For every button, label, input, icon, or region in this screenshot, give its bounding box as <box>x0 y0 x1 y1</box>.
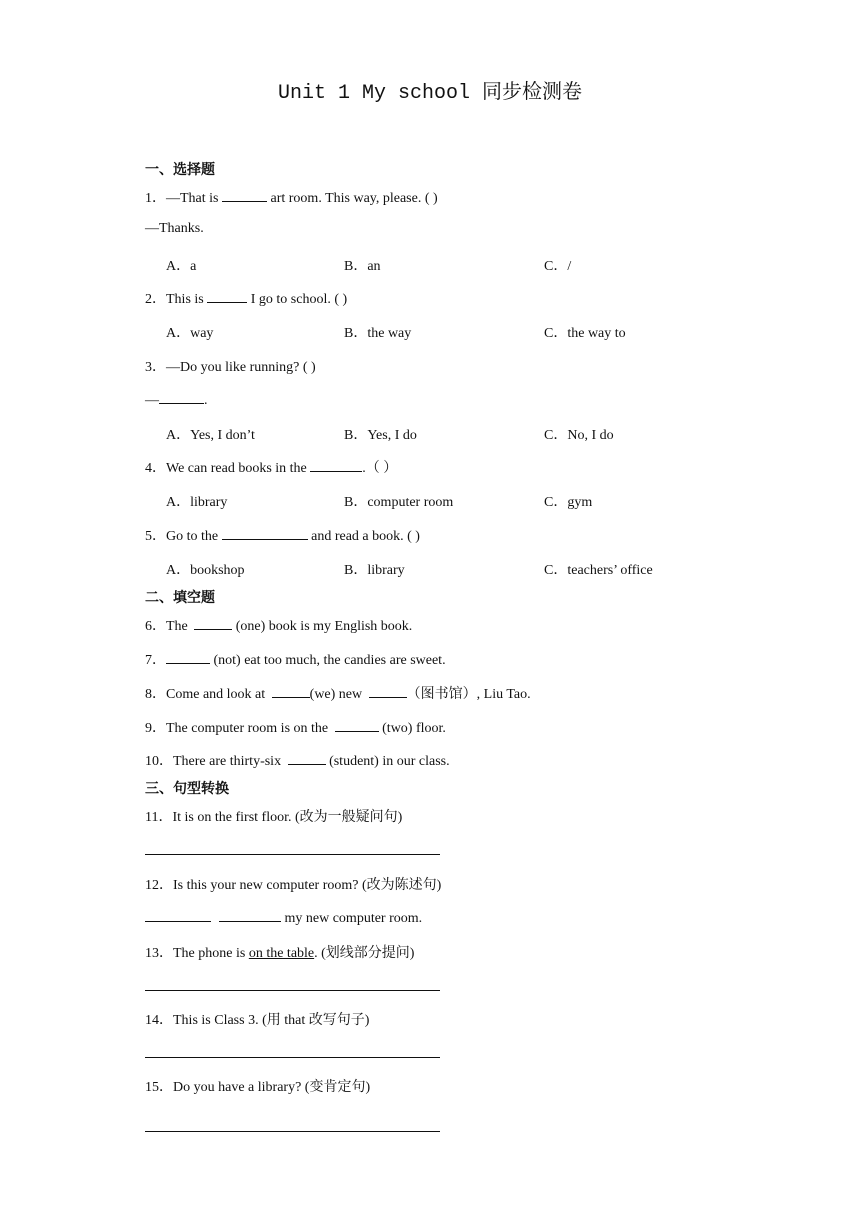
question-2 <box>145 288 347 308</box>
option-c[interactable]: C．gym <box>544 495 593 510</box>
answer-line[interactable] <box>145 1057 440 1058</box>
answer-blank[interactable] <box>288 751 326 765</box>
question-3 <box>145 356 316 376</box>
question-12: 12．Is this your new computer room? (改为陈述句) <box>145 878 442 893</box>
answer-blank[interactable] <box>369 684 407 698</box>
question-6: 6．The (one) book is my English book. <box>145 615 412 635</box>
answer-blank[interactable] <box>222 188 267 202</box>
question-text: art room. This way, please. ( ) <box>267 191 438 206</box>
underlined-phrase: on the table <box>248 946 315 961</box>
answer-blank[interactable] <box>310 458 362 472</box>
question-text: Go to the <box>166 529 222 544</box>
option-b[interactable]: B．computer room <box>344 495 454 510</box>
question-9: 9．The computer room is on the (two) floor. <box>145 717 446 737</box>
question-number: 2． <box>145 292 166 307</box>
question-text: This is <box>166 292 208 307</box>
question-15: 15．Do you have a library? (变肯定句) <box>145 1080 371 1095</box>
option-c[interactable]: C．/ <box>544 259 572 274</box>
answer-blank[interactable] <box>159 390 204 404</box>
option-b[interactable]: B．the way <box>344 326 412 341</box>
option-a[interactable]: A．Yes, I don’t <box>166 428 255 443</box>
option-c[interactable]: C．teachers’ office <box>544 563 653 578</box>
answer-blank[interactable] <box>272 684 310 698</box>
question-5 <box>145 525 420 545</box>
question-7: 7． (not) eat too much, the candies are sweet. <box>145 649 446 669</box>
question-number: 5． <box>145 529 166 544</box>
question-1-reply: —Thanks. <box>145 221 204 236</box>
question-text: We can read books in the <box>166 461 311 476</box>
question-4 <box>145 457 397 477</box>
section-heading-fill-blank: 二、填空题 <box>145 590 215 606</box>
question-1 <box>145 187 438 207</box>
answer-blank[interactable] <box>207 289 247 303</box>
option-a[interactable]: A．bookshop <box>166 563 245 578</box>
section-heading-transform: 三、句型转换 <box>145 781 229 797</box>
answer-line[interactable] <box>145 854 440 855</box>
question-14: 14．This is Class 3. (用 that 改写句子) <box>145 1013 370 1028</box>
answer-blank[interactable] <box>145 908 211 922</box>
option-a[interactable]: A．a <box>166 259 197 274</box>
option-c[interactable]: C．the way to <box>544 326 626 341</box>
question-number: 1． <box>145 191 166 206</box>
answer-blank[interactable] <box>194 616 232 630</box>
question-11: 11．It is on the first floor. (改为一般疑问句) <box>145 810 403 825</box>
page-title: Unit 1 My school 同步检测卷 <box>277 82 583 105</box>
answer-blank[interactable] <box>219 908 281 922</box>
answer-blank[interactable] <box>166 650 210 664</box>
option-c[interactable]: C．No, I do <box>544 428 614 443</box>
option-b[interactable]: B．an <box>344 259 381 274</box>
question-10: 10．There are thirty-six (student) in our class. <box>145 750 450 770</box>
question-12-answer: my new computer room. <box>145 908 422 927</box>
question-text: I go to school. ( ) <box>247 292 348 307</box>
question-text: —That is <box>166 191 222 206</box>
question-3-reply: — . <box>145 390 208 409</box>
question-number: 4． <box>145 461 166 476</box>
option-a[interactable]: A．way <box>166 326 214 341</box>
question-13: 13．The phone is on the table. (划线部分提问) <box>145 946 415 961</box>
answer-line[interactable] <box>145 1131 440 1132</box>
answer-line[interactable] <box>145 990 440 991</box>
answer-blank[interactable] <box>222 526 308 540</box>
question-text: —Do you like running? ( ) <box>166 360 316 375</box>
question-number: 3． <box>145 360 166 375</box>
section-heading-choice: 一、选择题 <box>145 162 215 178</box>
option-a[interactable]: A．library <box>166 495 228 510</box>
option-b[interactable]: B．Yes, I do <box>344 428 417 443</box>
question-text: .（ ） <box>362 461 398 476</box>
answer-blank[interactable] <box>335 718 379 732</box>
option-b[interactable]: B．library <box>344 563 405 578</box>
question-8: 8．Come and look at (we) new （图书馆）, Liu Tao. <box>145 683 531 703</box>
question-text: and read a book. ( ) <box>307 529 420 544</box>
